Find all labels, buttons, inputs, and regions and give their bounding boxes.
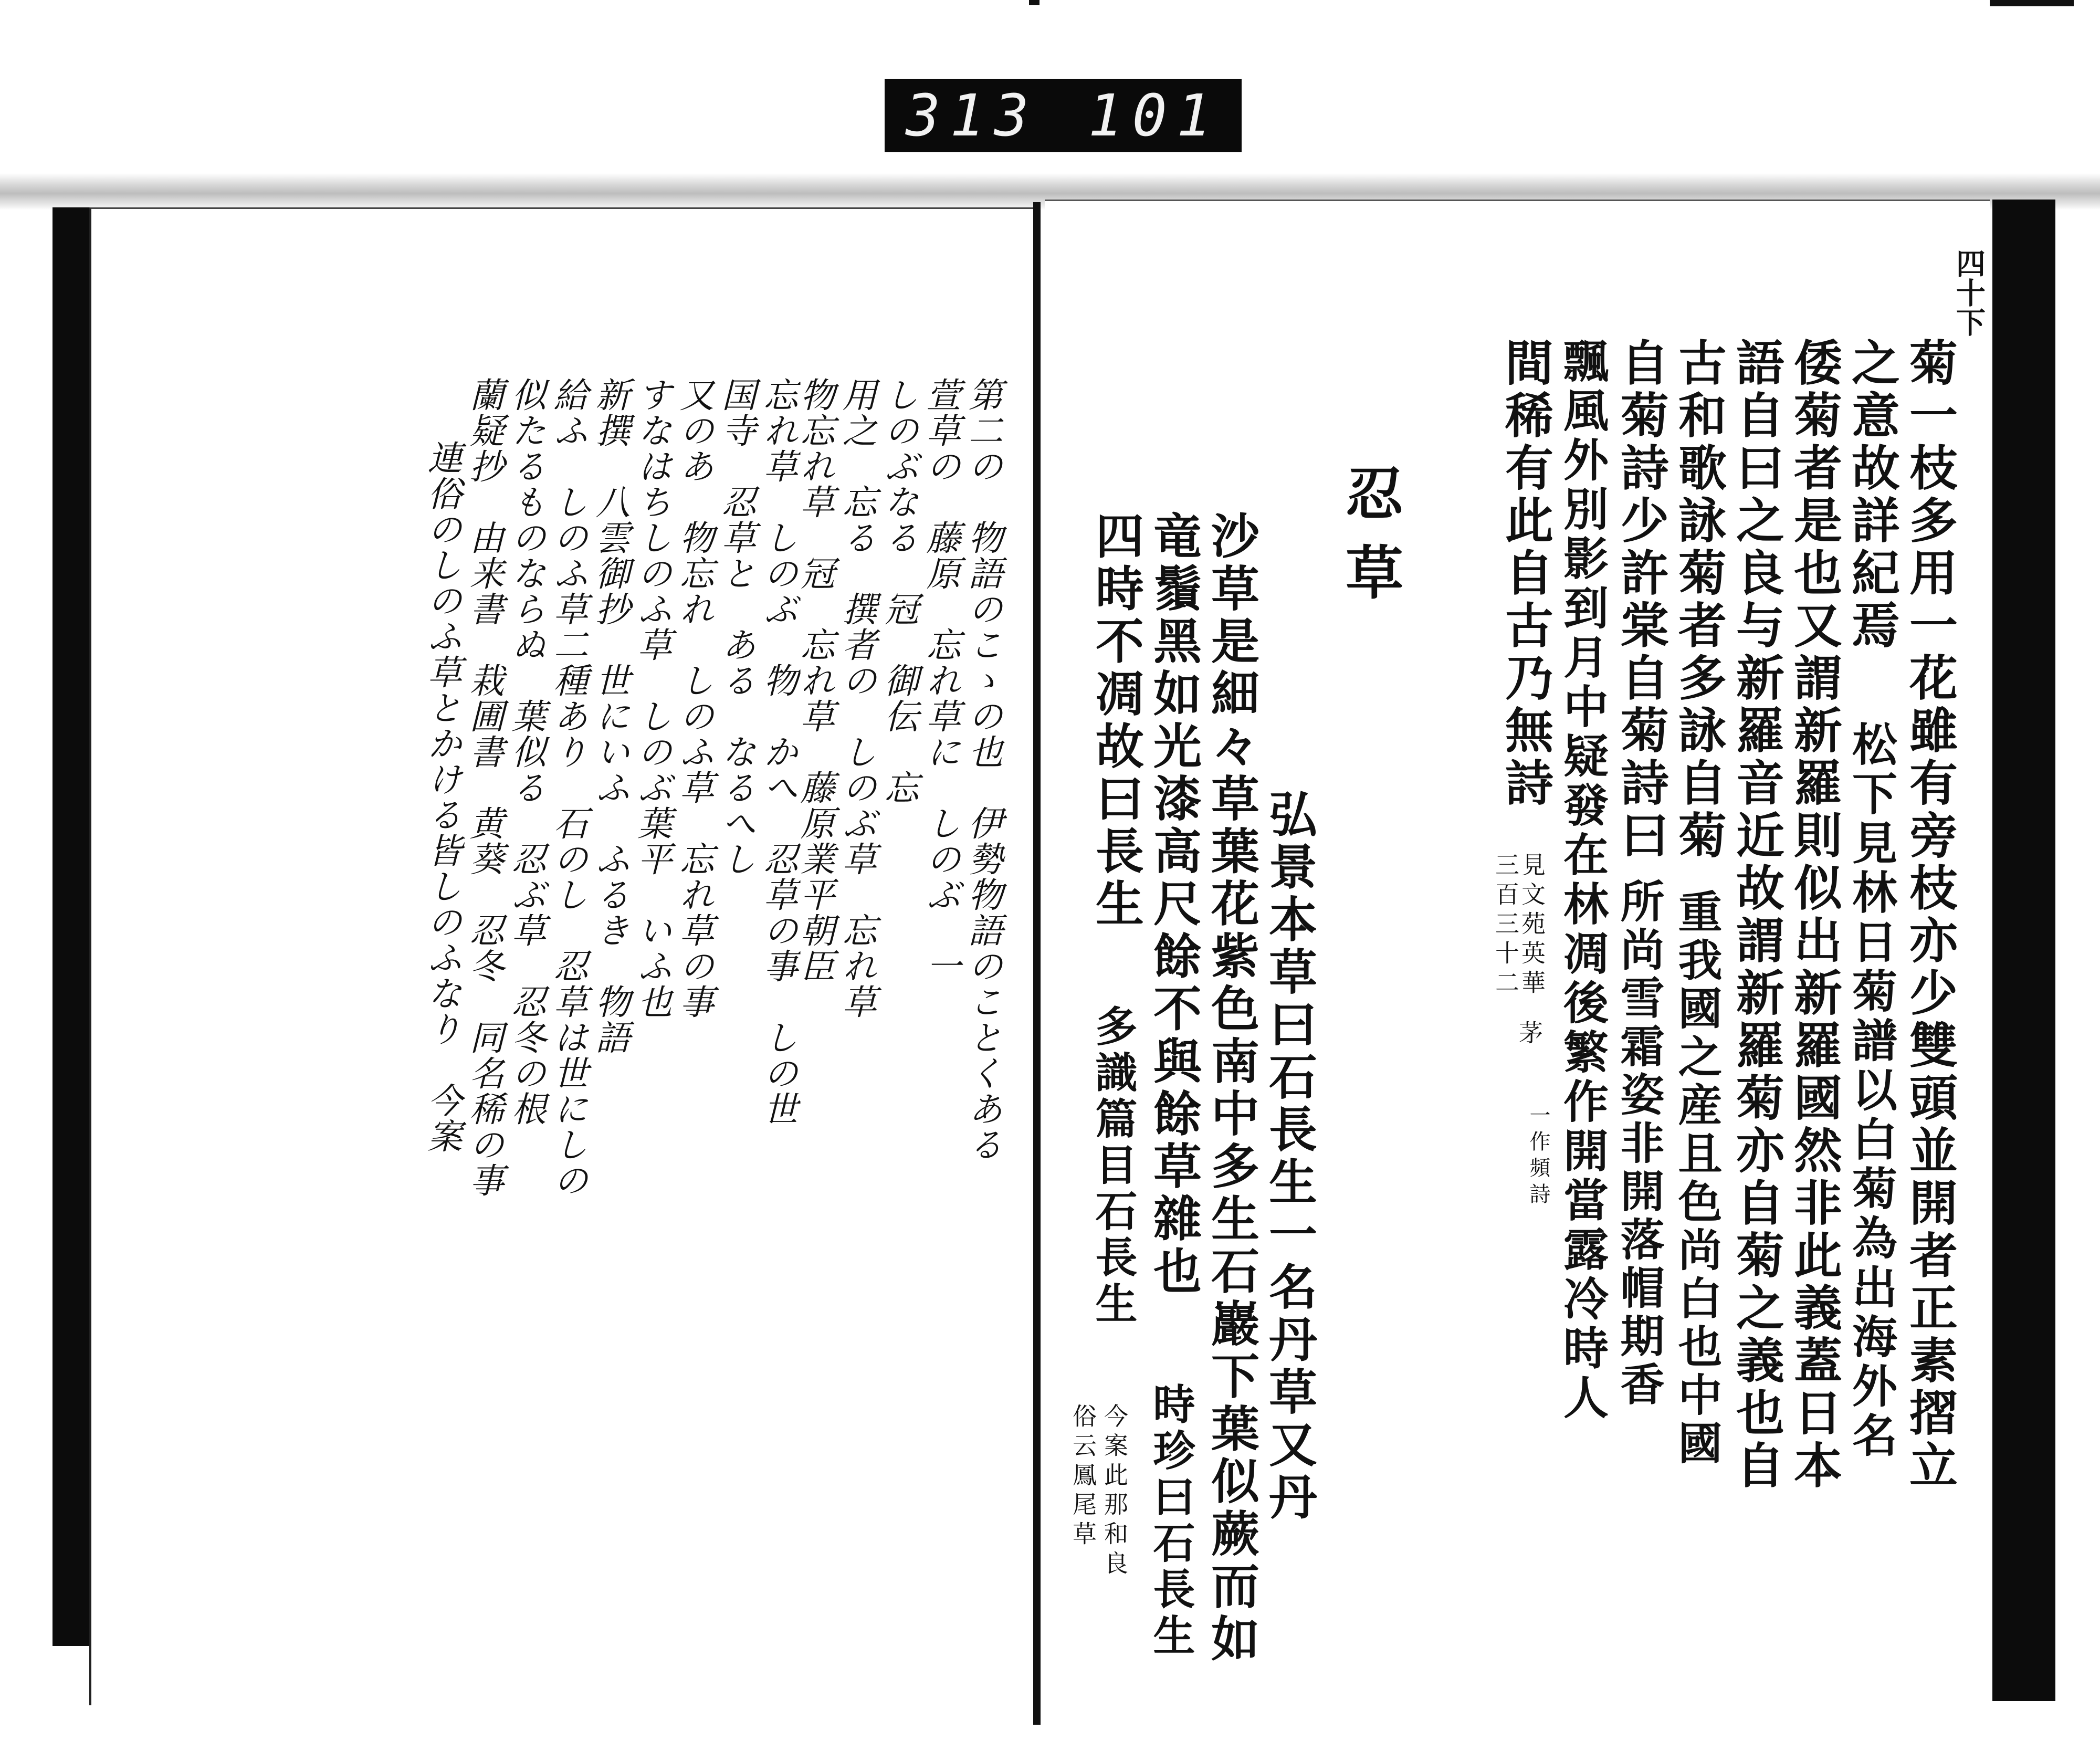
right-page [1045,200,1990,1713]
left-column-9: 忘れ草 しのぶ 物 かへ 忍草の事 しの世 [758,377,798,1127]
left-column-8: 国寺 忍草と ある なるへし [716,377,756,877]
right-note-3: 茅 [1515,1020,1544,1050]
right-inline-2: 重我國之産且色尚白也中國 [1671,889,1723,1469]
left-column-4: 給ふ しのふ草二種あり 石のし 忍草は世にしの [548,377,588,1198]
left-column-10: 物忘れ草 冠 忘れ草 藤原業平朝臣 [794,377,835,984]
center-column-3: 四時不凋故曰長生 [1088,511,1144,931]
right-inline-3: 所尚雪霜姿非開落帽期香 [1613,878,1665,1410]
right-column-6: 自菊詩少許棠自菊詩曰 [1613,338,1670,863]
right-note-2: 三百三十二 [1492,852,1520,999]
book-spine [1033,202,1041,1725]
center-note-2: 俗云鳳尾草 [1069,1403,1097,1550]
right-page-edge [1992,200,2055,1701]
right-column-2: 之意故詳紀焉 [1844,338,1900,653]
right-note-4: 一作頻詩 [1526,1104,1550,1209]
right-column-1: 菊一枝多用一花雖有旁枝亦少雙頭並開者正素摺立 [1902,338,1958,1493]
left-column-6: すなはちしのふ草 しのぶ葉平 いふ也 [632,377,672,1020]
left-column-1: 連俗のしのふ草とかける皆しのふなり 今案 [422,440,462,1154]
left-column-2: 蘭疑抄 由来書 栽圃書 黄葵 忍冬 同名稀の事 [464,377,504,1198]
center-column-2: 竜鬚黑如光漆高尺餘不與餘草雜也 [1146,511,1202,1298]
center-note-1: 今案此那和良 [1100,1403,1129,1580]
left-column-11: 用之 忘る 撰者の しのぶ草 忘れ草 [836,377,877,1020]
right-inline-1: 松下見林日菊譜以白菊為出海外名 [1844,721,1897,1461]
center-inline-3: 多識篇目石長生 [1088,1004,1138,1328]
top-edge-mark-right [1990,0,2074,6]
right-note-1: 見文苑英華 [1518,852,1546,999]
right-column-3: 倭菊者是也又謂新羅則似出新羅國然非此義蓋日本 [1786,338,1843,1493]
right-column-8: 間稀有此自古乃無詩 [1497,338,1554,810]
page-number: 四十下 [1951,248,1986,337]
left-column-12: しのぶなる 冠 御伝 忘 [878,377,919,805]
left-page-edge [52,207,89,1646]
left-column-3: 似たるものならぬ 葉似る 忍ぶ草 忍冬の根 [506,377,546,1127]
catalog-label-right: 101 [1088,82,1221,149]
left-column-13: 萱草の 藤原 忘れ草に しのぶ 一 [920,377,961,984]
right-column-5: 古和歌詠菊者多詠自菊 [1671,338,1727,863]
left-column-14: 第二の 物語のこゝの也 伊勢物語のことくある [962,377,1003,1162]
center-inline-2: 時珍曰石長生 [1146,1382,1195,1660]
catalog-label-left: 313 [906,82,1038,149]
catalog-label [885,79,1242,152]
right-column-7: 飄風外別影到月中疑發在林凋後繁作開當露冷時人 [1556,338,1609,1423]
top-edge-mark [1029,0,1040,5]
left-column-5: 新撰 八雲御抄 世にいふ ふるき 物語 [590,377,630,1055]
left-column-7: 又のあ 物忘れ しのふ草 忘れ草の事 [674,377,714,1020]
right-column-4: 語自曰之良与新羅音近故謂新羅菊亦自菊之義也自 [1728,338,1785,1493]
center-inline-1: 弘景本草曰石長生一名丹草又丹 [1261,789,1318,1524]
left-page [89,207,1036,1705]
center-column-1: 沙草是細々草葉花紫色南中多生石巖下葉似蕨而如 [1203,511,1260,1666]
entry-heading-shinobugusa: 忍草 [1336,464,1404,621]
